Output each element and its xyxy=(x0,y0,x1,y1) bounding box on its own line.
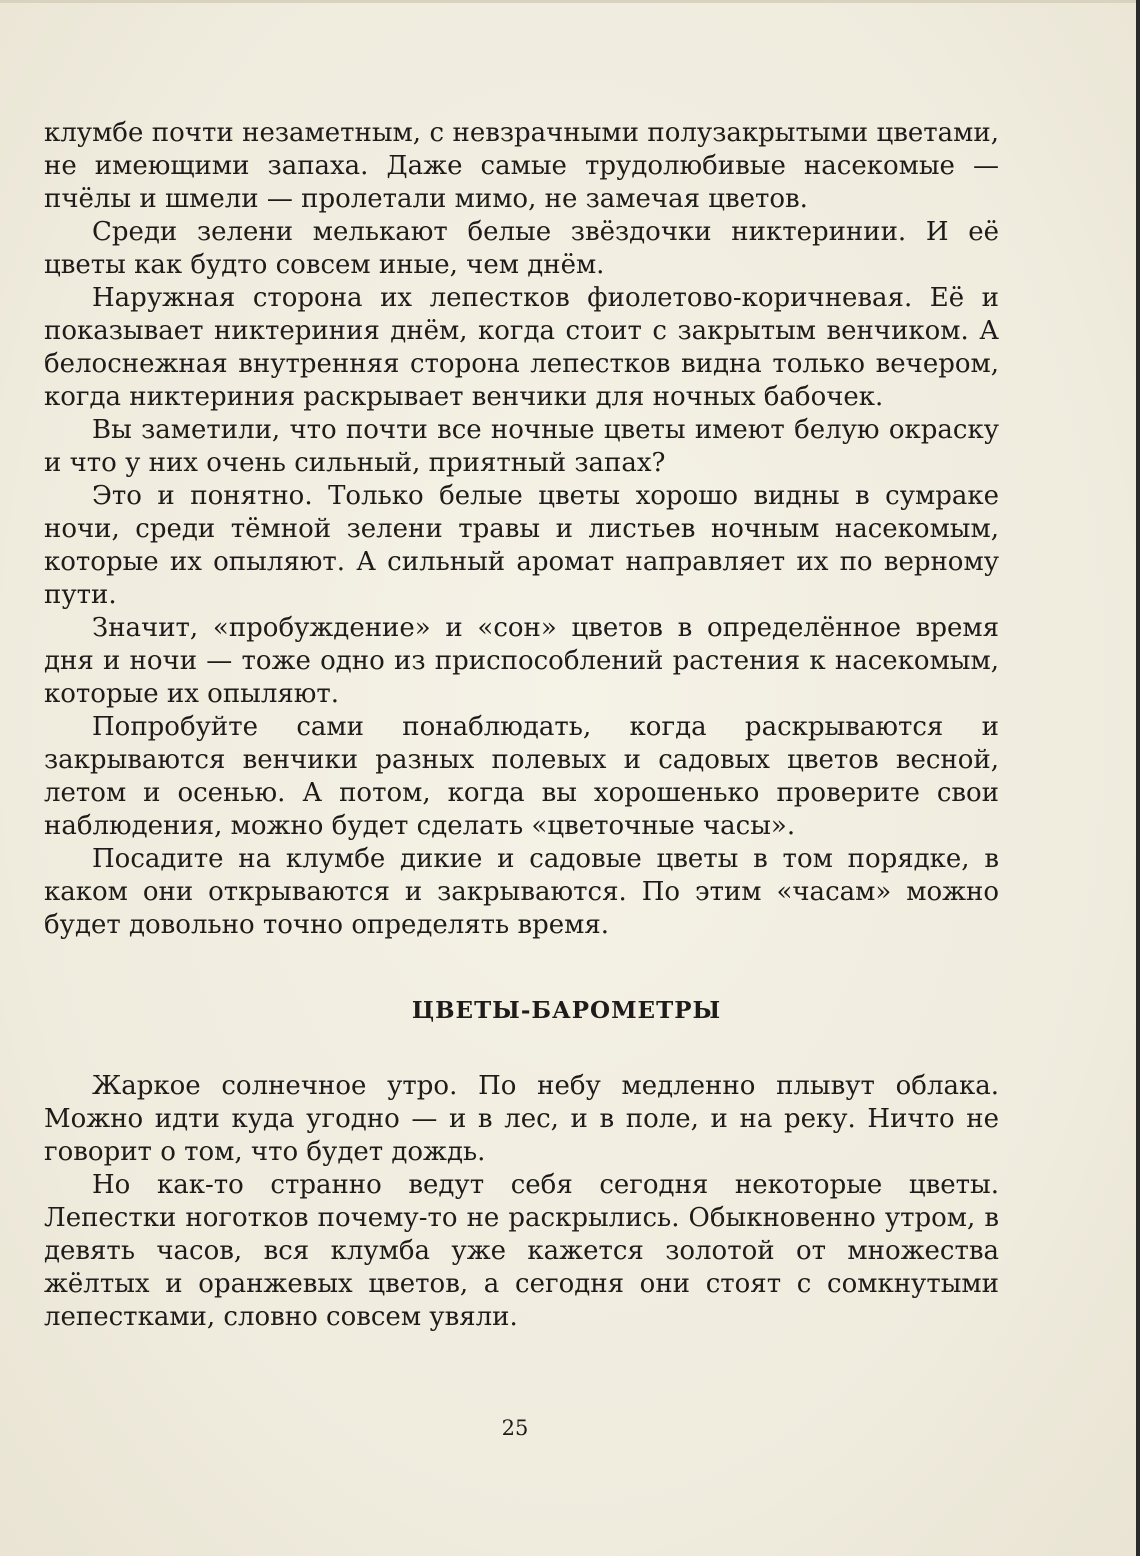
paragraph-3: Наружная сторона их лепестков фиолетово-коричневая. Её и показывает никтериния днём, когда стоит с закрытым венчиком. А белоснежная внутренняя сторона лепестков видна только вечером, когда никтериния раскрывает венчики для ночных бабочек. xyxy=(44,283,999,412)
paragraph-2: Среди зелени мелькают белые звёздочки никтеринии. И её цветы как будто совсем иные, чем днём. xyxy=(44,217,999,280)
page-top-edge xyxy=(0,0,1140,3)
paragraph-7: Попробуйте сами понаблюдать, когда раскрываются и закрываются венчики разных полевых и садовых цветов весной, летом и осенью. А потом, когда вы хорошенько проверите свои наблюдения, можно будет сделать «цветочные часы». xyxy=(44,712,999,841)
page-right-edge xyxy=(1136,0,1140,1556)
paragraph-10: Но как-то странно ведут себя сегодня некоторые цветы. Лепестки ноготков почему-то не раскрылись. Обыкновенно утром, в девять часов, вся клумба уже кажется золотой от множества жёлтых и оранжевых цветов, а сегодня они стоят с сомкнутыми лепестками, словно совсем увяли. xyxy=(44,1170,999,1332)
paragraph-8: Посадите на клумбе дикие и садовые цветы в том порядке, в каком они открываются и закрываются. По этим «часам» можно будет довольно точно определять время. xyxy=(44,844,999,940)
paragraph-1: клумбе почти незаметным, с невзрачными полузакрытыми цветами, не имеющими запаха. Даже самые трудолюбивые насекомые — пчёлы и шмели — пролетали мимо, не замечая цветов. xyxy=(44,118,999,214)
paragraph-5: Это и понятно. Только белые цветы хорошо видны в сумраке ночи, среди тёмной зелени травы и листьев ночным насекомым, которые их опыляют. А сильный аромат направляет их по верному пути. xyxy=(44,481,999,610)
paragraph-9: Жаркое солнечное утро. По небу медленно плывут облака. Можно идти куда угодно — и в лес, и в поле, и на реку. Ничто не говорит о том, что будет дождь. xyxy=(44,1071,999,1167)
paragraph-4: Вы заметили, что почти все ночные цветы имеют белую окраску и что у них очень сильный, приятный запах? xyxy=(44,415,999,478)
section-heading: ЦВЕТЫ-БАРОМЕТРЫ xyxy=(411,997,722,1024)
page-number: 25 xyxy=(501,1416,529,1440)
page-text xyxy=(44,117,999,1334)
paragraph-6: Значит, «пробуждение» и «сон» цветов в определённое время дня и ночи — тоже одно из приспособлений растения к насекомым, которые их опыляют. xyxy=(44,613,999,709)
